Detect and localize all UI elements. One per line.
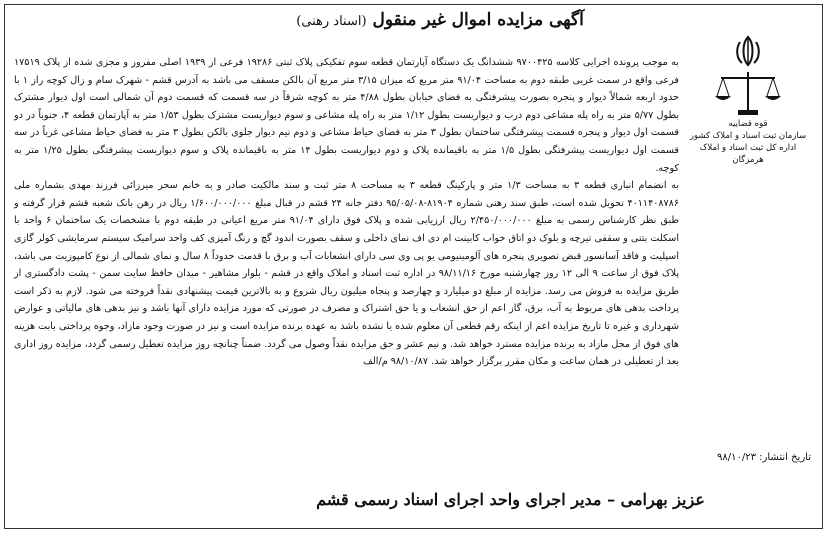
publish-date-label: تاریخ انتشار: [759,452,811,463]
body-paragraph-property: به موجب پرونده اجرایی کلاسه ۹۷۰۰۴۲۵ ششدانگ یک دستگاه آپارتمان قطعه سوم تفکیکی پلاک ثبتی ۱۹۲۸۶ فرعی از ۱۹۳۹ اصلی مفروز و مجزی شده از پلاک ۱۷۵۱۹ فرعی واقع در سمت غربی طبقه دوم به مساحت ۹۱/۰۴ متر مربع که میزان ۳/۱۵ متر مربع آن بالکن مسقف می باشد به آدرس قشم - شهرک سام و زال کوچه راز ۱ با حدود اربعه شمالاً دیوار و پنجره بصورت پیشرفتگی به فضای خیابان بطول ۴/۸۸ متر به کوچه شرقاً در سه قسمت که قسمت دوم آن شمالی است اول دیوار مشترک بطول ۵/۷۷ متر به راه پله مشاعی دوم درب و دیواریست بطول ۱/۱۲ متر به راه پله مشاعی و سوم دیواریست مشترک بطول ۱/۵۳ متر به آپارتمان قطعه ۴، جنوباً در دو قسمت اول دیوار و پنجره قسمت پیشرفتگی ساختمان بطول ۳ متر به فضای حیاط مشاعی و دوم نیم دیوار جلوی بالکن بطول ۳ متر به فضای حیاط مشاعی غرباً در سه قسمت اول دیواریست پیشرفتگی بطول ۱/۵ متر به باقیمانده پلاک و دوم دیواریست بطول ۱۴ متر به باقیمانده پلاک و سوم دیواریست پیشرفتگی بطول ۱/۲۵ متر به کوچه. [14,57,680,174]
title-subtitle: (اسناد رهنی) [296,14,367,29]
notice-body [14,54,679,371]
emblem-caption-org: سازمان ثبت اسناد و املاک کشور [689,131,807,141]
judiciary-emblem [685,34,811,166]
notice-title [230,10,650,30]
body-paragraph-terms: به انضمام انباری قطعه ۳ به مساحت ۱/۳ متر و پارکینگ قطعه ۳ به مساحت ۸ متر ثبت و سند مالکیت صادر و به خانم سحر میرزائی فرزند مهدی بشماره ملی ۴۰۱۱۴۰۸۷۸۶ تحویل شده است، طبق سند رهنی شماره ۸۱۹۰۴-۹۵/۰۵/۰۸ دفتر خانه ۲۴ قشم در قبال مبلغ ۱/۶۰۰/۰۰۰/۰۰۰ ریال در رهن بانک شعبه قشم قرار گرفته و طبق نظر کارشناس رسمی به مبلغ ۲/۴۵۰/۰۰۰/۰۰۰ ریال ارزیابی شده و پلاک فوق دارای ۹۱/۰۴ متر مربع اعیانی در طبقه دوم با مشخصات یک ساختمان ۶ واحد با اسکلت بتنی و سقفی تیرچه و بلوک دو اتاق خواب کابینت ام دی اف نمای داخلی و سقف بصورت اندود گچ و رنگ آمیزی کف واحد سرامیک سیستم سرمایشی کولر گازی اسپلیت و فاقد آسانسور قبض تصویری پنجره های آلومینیومی یو پی وی سی دارای انشعابات آب و برق با قدمت حدوداً ۸ سال و نمای شمالی از نوع کامپوزیت می باشد، پلاک فوق از ساعت ۹ الی ۱۲ روز چهارشنبه مورخ ۹۸/۱۱/۱۶ در اداره ثبت اسناد و املاک واقع در قشم - بلوار مشاهیر - میدان حافظ سایت سمن - پشت دادگستری از طریق مزایده به فروش می رسد. مزایده از مبلغ دو میلیارد و چهارصد و پنجاه میلیون ریال شروع و به بالاترین قیمت پیشنهادی نقداً فروخته می شود. لازم به ذکر است پرداخت بدهی های مربوط به آب، برق، گاز اعم از حق انشعاب و یا حق اشتراک و مصرف در صورتی که مورد مزایده دارای آنها باشد و نیز بدهی های مالیاتی و عوارض شهرداری و غیره تا تاریخ مزایده اعم از اینکه رقم قطعی آن معلوم شده یا نشده باشد به عهده برنده مزایده است و نیز در صورت وجود مازاد، وجوه پرداختی بابت هزینه های فوق از محل مازاد به برنده مزایده مسترد خواهد شد. و نیم عشر و حق مزایده نقداً وصول می گردد. ضمناً چنانچه روز مزایده تعطیل رسمی گردد، مزایده روز اداری بعد از تعطیلی در همان ساعت و مکان مقرر برگزار خواهد شد. ۹۸/۱۰/۸۷ م/الف [14,180,680,368]
emblem-caption-dept: اداره کل ثبت اسناد و املاک هرمزگان [699,143,797,165]
emblem-caption-judiciary: قوه قضاییه [728,119,768,129]
iran-emblem-icon [731,34,765,68]
title-text: آگهی مزایده اموال غیر منقول [372,10,584,30]
publish-date-value: ۹۸/۱۰/۲۳ [717,452,756,463]
signature-line: عزیز بهرامی – مدیر اجرای واحد اجرای اسناد رسمی قشم [316,490,705,509]
publish-date-line [717,452,811,463]
scales-of-justice-icon [713,68,783,118]
